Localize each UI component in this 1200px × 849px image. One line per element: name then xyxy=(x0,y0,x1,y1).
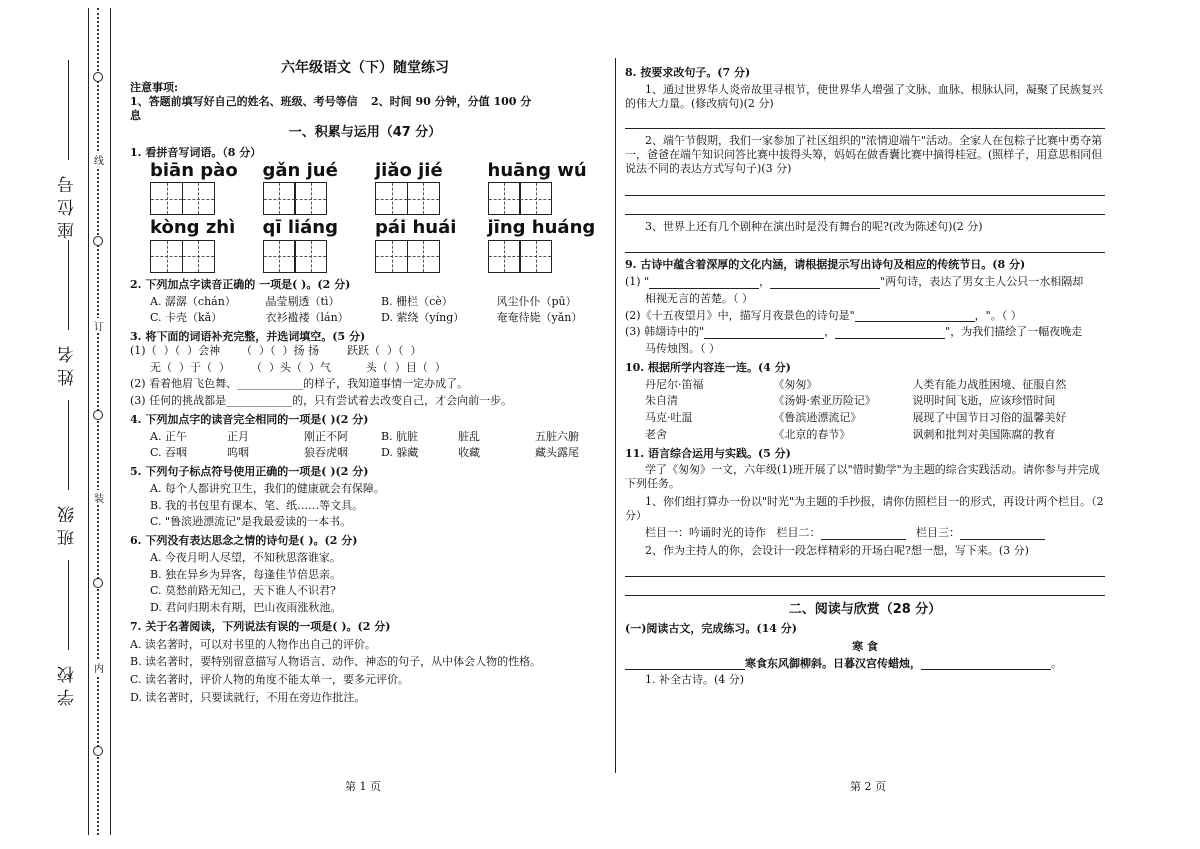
q9-text: ，"。（ ） xyxy=(974,308,1022,322)
book[interactable]: 《北京的春节》 xyxy=(773,427,851,441)
answer-box[interactable] xyxy=(519,240,552,273)
question-11: 11. 语言综合运用与实践。(5 分) xyxy=(625,446,791,460)
q9-text: 相视无言的苦楚。（ ） xyxy=(645,291,753,305)
option: 奄奄待毙（yǎn） xyxy=(496,311,583,325)
q9-text: (3) 韩翃诗中的" xyxy=(625,325,705,339)
book[interactable]: 《汤姆·索亚历险记》 xyxy=(773,394,876,408)
exam-title: 六年级语文（下）随堂练习 xyxy=(281,60,449,76)
pinyin-text: qī liáng xyxy=(262,217,339,239)
answer-box[interactable] xyxy=(488,182,521,215)
binding-line xyxy=(88,8,89,835)
pinyin-text: huāng wú xyxy=(487,159,587,181)
page-number: 第 1 页 xyxy=(345,780,381,793)
answer-box[interactable] xyxy=(182,240,215,273)
option: B. 我的书包里有课本、笔、纸……等文具。 xyxy=(150,498,364,512)
reading-part: (一)阅读古文，完成练习。(14 分) xyxy=(625,622,797,635)
answer-blank[interactable] xyxy=(625,669,745,670)
pinyin-text: gǎn jué xyxy=(262,159,338,181)
question-3: 3. 将下面的词语补充完整，并选词填空。(5 分) xyxy=(130,330,366,343)
question-10: 10. 根据所学内容连一连。(4 分) xyxy=(625,360,791,374)
q3-line: 无（ ）于（ ） （ ）头（ ）气 头（ ）目（ ） xyxy=(150,360,446,374)
author[interactable]: 老舍 xyxy=(645,427,667,441)
class-blank[interactable] xyxy=(68,400,69,490)
option: A. 潺潺（chán） xyxy=(150,294,236,308)
question-7: 7. 关于名著阅读，下列说法有误的一项是( )。(2 分) xyxy=(130,619,391,633)
seat-number-blank[interactable] xyxy=(68,60,69,160)
option: B. 读名著时，要特别留意描写人物语言、动作、神态的句子，从中体会人物的性格。 xyxy=(130,655,542,669)
binding-dotted-line xyxy=(97,8,99,835)
name-label: 姓名 xyxy=(58,340,78,386)
column-three-label: 栏目三： xyxy=(916,526,960,540)
theme[interactable]: 展现了中国节日习俗的温馨美好 xyxy=(912,411,1067,424)
q11-item: 2、作为主持人的你，会设计一段怎样精彩的开场白呢?想一想，写下来。(3 分) xyxy=(645,544,1029,557)
pinyin-text: pái huái xyxy=(375,217,457,239)
option: 狼吞虎咽 xyxy=(304,446,348,460)
question-8: 8. 按要求改句子。(7 分) xyxy=(625,66,751,79)
answer-box[interactable] xyxy=(263,240,296,273)
answer-blank[interactable] xyxy=(855,321,975,322)
option: D. 躲藏 xyxy=(381,446,419,460)
option: C. 莫愁前路无知己，天下谁人不识君? xyxy=(150,584,336,598)
answer-box[interactable] xyxy=(519,182,552,215)
name-blank[interactable] xyxy=(68,240,69,330)
author[interactable]: 朱自清 xyxy=(645,394,678,408)
option: C. 吞咽 xyxy=(150,446,188,460)
q8-item: 2、端午节假期，我们一家参加了社区组织的"浓情迎端午"活动。全家人在包粽子比赛中勇夺第一，爸爸在端午知识问答比赛中拔得头筹，妈妈在做香囊比赛中摘得桂冠。(照样子，用意思相同但说法不同的表达方式写句子)(3 分) xyxy=(625,134,1103,175)
option: 晶莹剔透（tì） xyxy=(265,294,340,308)
q9-text: (2)《十五夜望月》中，描写月夜景色的诗句是" xyxy=(625,308,855,322)
answer-line[interactable] xyxy=(625,181,1105,196)
option: 藏头露尾 xyxy=(535,446,579,460)
pinyin-text: biān pào xyxy=(150,159,238,181)
binding-hole xyxy=(93,410,103,420)
option: D. 君问归期未有期，巴山夜雨涨秋池。 xyxy=(150,601,342,614)
answer-box[interactable] xyxy=(375,182,408,215)
option: C. "鲁滨逊漂流记"是我最爱读的一本书。 xyxy=(150,515,352,529)
binding-line xyxy=(110,8,111,835)
theme[interactable]: 说明时间飞逝，应该珍惜时间 xyxy=(912,394,1056,408)
answer-box[interactable] xyxy=(407,182,440,215)
question-4: 4. 下列加点字的读音完全相同的一项是( )(2 分) xyxy=(130,412,369,426)
binding-char: 装 xyxy=(94,490,104,505)
page-divider xyxy=(615,58,616,773)
notice-item: 1、答题前填写好自己的姓名、班级、考号等信息 xyxy=(130,95,358,122)
option: 衣衫褴褛（lán） xyxy=(265,311,349,325)
pinyin-text: jiǎo jié xyxy=(375,159,443,181)
question-9: 9. 古诗中蕴含着深厚的文化内涵，请根据提示写出诗句及相应的传统节日。(8 分) xyxy=(625,258,1026,272)
answer-line[interactable] xyxy=(625,562,1105,577)
binding-hole xyxy=(93,746,103,756)
class-label: 班级 xyxy=(58,500,78,546)
answer-blank[interactable] xyxy=(921,669,1051,670)
answer-box[interactable] xyxy=(294,240,327,273)
answer-box[interactable] xyxy=(488,240,521,273)
option: A. 正午 xyxy=(150,429,187,443)
answer-box[interactable] xyxy=(150,182,183,215)
page-1 xyxy=(130,58,600,709)
answer-blank[interactable] xyxy=(821,539,906,540)
option: B. 肮脏 xyxy=(381,429,419,443)
q11-item: 1、你们组打算办一份以"时光"为主题的手抄报，请你仿照栏目一的形式，再设计两个栏目。（2 分） xyxy=(625,494,1104,522)
q8-item: 3、世界上还有几个剧种在演出时是没有舞台的呢?(改为陈述句)(2 分) xyxy=(645,219,983,233)
q3-sentence: (2) 看着他眉飞色舞、____________的样子，我知道事情一定办成了。 xyxy=(130,377,469,391)
binding-margin xyxy=(0,0,125,849)
matching-table xyxy=(625,378,1105,442)
answer-blank[interactable] xyxy=(649,288,759,289)
notice-item: 2、时间 90 分钟，分值 100 分 xyxy=(371,95,532,109)
school-blank[interactable] xyxy=(68,560,69,650)
book[interactable]: 《鲁滨逊漂流记》 xyxy=(773,411,862,424)
binding-char: 线 xyxy=(94,152,104,167)
section-heading: 一、积累与运用（47 分） xyxy=(288,124,442,140)
school-label: 学校 xyxy=(58,660,78,706)
binding-hole xyxy=(93,236,103,246)
section-heading: 二、阅读与欣赏（28 分） xyxy=(788,601,942,617)
answer-line[interactable] xyxy=(625,238,1105,253)
question-2: 2. 下列加点字读音正确的 一项是( )。(2 分) xyxy=(130,277,351,291)
option: 脏乱 xyxy=(458,429,480,443)
binding-hole xyxy=(93,72,103,82)
book[interactable]: 《匆匆》 xyxy=(773,377,818,391)
theme[interactable]: 讽刺和批判对美国陈腐的教育 xyxy=(912,427,1056,441)
q8-item: 1、通过世界华人炎帝故里寻根节，使世界华人增强了文脉、血脉、根脉认同，凝聚了民族复兴的伟大力量。(修改病句)(2 分) xyxy=(625,82,1103,110)
answer-box[interactable] xyxy=(150,240,183,273)
answer-line[interactable] xyxy=(625,200,1105,215)
question-1: 1. 看拼音写词语。（8 分） xyxy=(130,146,262,159)
answer-blank[interactable] xyxy=(835,338,945,339)
seat-number-label: 座位号 xyxy=(58,170,78,239)
answer-box[interactable] xyxy=(182,182,215,215)
option: A. 读名著时，可以对书里的人物作出自己的评价。 xyxy=(130,637,376,651)
poem-title: 寒 食 xyxy=(852,639,878,653)
page-2: 8. 按要求改句子。(7 分) 1、通过世界华人炎帝故里寻根节，使世界华人增强了文脉、血脉、根脉认同，凝聚了民族复兴的伟大力量。(修改病句)(2 分) 2、端午节假期，我们一家参加了社区组织的"浓情迎端午"活动。全家人在包粽子比赛中勇夺第一，爸爸在端午知识问答比赛中拔得头筹，妈妈在做香囊比赛中摘得桂冠。(照样子，用意思相同但说法不同的表达方式写句子)(3 分) 3、世界上还有几个剧种在演出时是没有舞台的呢?(改为陈述句)(2 分) 9. 古诗中蕴含着深厚的文化内涵，请根据提示写出诗句及相应的传统节日。(8 分) (1) " ， "两句诗，表达了男女主人公只一水相隔却 相视无言的苦楚。（ ） (2)《十五夜望月》中，描写月夜景色的诗句是" ，"。（ ） (3) 韩翃诗中的" ， "，为我们描绘了一幅夜晚走 马传烛图。（ ） 10. 根据所学内容连一连。(4 分) 丹尼尔·笛福 《匆匆》 人类有能力战胜困境、征服自然 朱自清 《汤姆·索亚历险记》 说明时间飞逝，应该珍惜时间 马克·吐温 《鲁滨逊漂流记》 展现了中国节日习俗的温馨美好 老舍 《北京的春节》 讽刺和批判对美国陈腐的教育 11. 语言综合运用与实践。(5 分) 学了《匆匆》一文，六年级(1)班开展了以"惜时勤学"为主题的综合实践活动。请你参与并完成下列任务。 1、你们组打算办一份以"时光"为主题的手抄报，请你仿照栏目一的形式，再设计两个栏目。（2 分） 栏目一：吟诵时光的诗作 栏目二： 栏目三： 2、作为主持人的你，会设计一段怎样精彩的开场白呢?想一想，写下来。(3 分) 二、阅读与欣赏（28 分） (一)阅读古文，完成练习。(14 分) 寒 食 寒食东风御柳斜。日暮汉宫传蜡烛， 。 1. 补全古诗。(4 分) xyxy=(625,66,1104,687)
q9-text: "，为我们描绘了一幅夜晚走 xyxy=(945,325,1083,339)
option: A. 每个人都讲究卫生，我们的健康就会有保障。 xyxy=(150,481,385,495)
option: 五脏六腑 xyxy=(535,429,579,443)
option: B. 栅栏（cè） xyxy=(381,294,453,308)
binding-hole xyxy=(93,578,103,588)
q3-line: (1)（ ）（ ）会神 （ ）（ ）扬 扬 跃跃（ ）（ ） xyxy=(130,343,422,357)
q9-text: "两句诗，表达了男女主人公只一水相隔却 xyxy=(880,275,1084,288)
option: 风尘仆仆（pū） xyxy=(496,294,577,308)
q9-text: (1) " xyxy=(625,275,650,288)
theme[interactable]: 人类有能力战胜困境、征服自然 xyxy=(912,377,1067,391)
option: D. 萦绕（yíng） xyxy=(381,311,465,325)
answer-box[interactable] xyxy=(294,182,327,215)
answer-box[interactable] xyxy=(407,240,440,273)
q3-sentence: (3) 任何的挑战都是____________的，只有尝试着去改变自己，才会向前一步。 xyxy=(130,394,513,407)
q11-intro: 学了《匆匆》一文，六年级(1)班开展了以"惜时勤学"为主题的综合实践活动。请你参与并完成下列任务。 xyxy=(625,463,1100,490)
pinyin-text: jīng huáng xyxy=(487,217,596,239)
option: 收藏 xyxy=(458,446,480,460)
pinyin-text: kòng zhì xyxy=(150,217,236,239)
option: 正月 xyxy=(227,429,249,443)
option: A. 今夜月明人尽望，不知秋思落谁家。 xyxy=(150,550,341,564)
reading-question: 1. 补全古诗。(4 分) xyxy=(645,673,745,687)
q9-text: 马传烛图。（ ） xyxy=(645,342,720,355)
option: B. 独在异乡为异客，每逢佳节倍思亲。 xyxy=(150,567,342,581)
column-one: 栏目一：吟诵时光的诗作 xyxy=(645,526,766,540)
question-5: 5. 下列句子标点符号使用正确的一项是( )(2 分) xyxy=(130,465,369,478)
binding-char: 订 xyxy=(94,318,104,333)
binding-char: 内 xyxy=(94,660,104,675)
question-6: 6. 下列没有表达思念之情的诗句是( )。(2 分) xyxy=(130,534,358,547)
option: C. 卡壳（kǎ） xyxy=(150,311,223,325)
answer-line[interactable] xyxy=(625,581,1105,596)
option: 呜咽 xyxy=(227,446,249,460)
option: D. 读名著时，只要读就行，不用在旁边作批注。 xyxy=(130,690,366,704)
pinyin-grid xyxy=(150,160,600,273)
option: 刚正不阿 xyxy=(304,429,348,443)
answer-box[interactable] xyxy=(375,240,408,273)
author[interactable]: 丹尼尔·笛福 xyxy=(645,377,704,391)
column-two-label: 栏目二： xyxy=(776,526,821,540)
poem-line: 寒食东风御柳斜。日暮汉宫传蜡烛， xyxy=(745,656,921,670)
answer-line[interactable] xyxy=(625,114,1105,129)
answer-box[interactable] xyxy=(263,182,296,215)
author[interactable]: 马克·吐温 xyxy=(645,411,693,424)
answer-blank[interactable] xyxy=(770,288,880,289)
notice-title: 注意事项: xyxy=(130,80,179,94)
option: C. 读名著时，评价人物的角度不能太单一，要多元评价。 xyxy=(130,673,410,686)
page-number: 第 2 页 xyxy=(850,780,886,793)
answer-blank[interactable] xyxy=(704,338,824,339)
answer-blank[interactable] xyxy=(960,539,1045,540)
